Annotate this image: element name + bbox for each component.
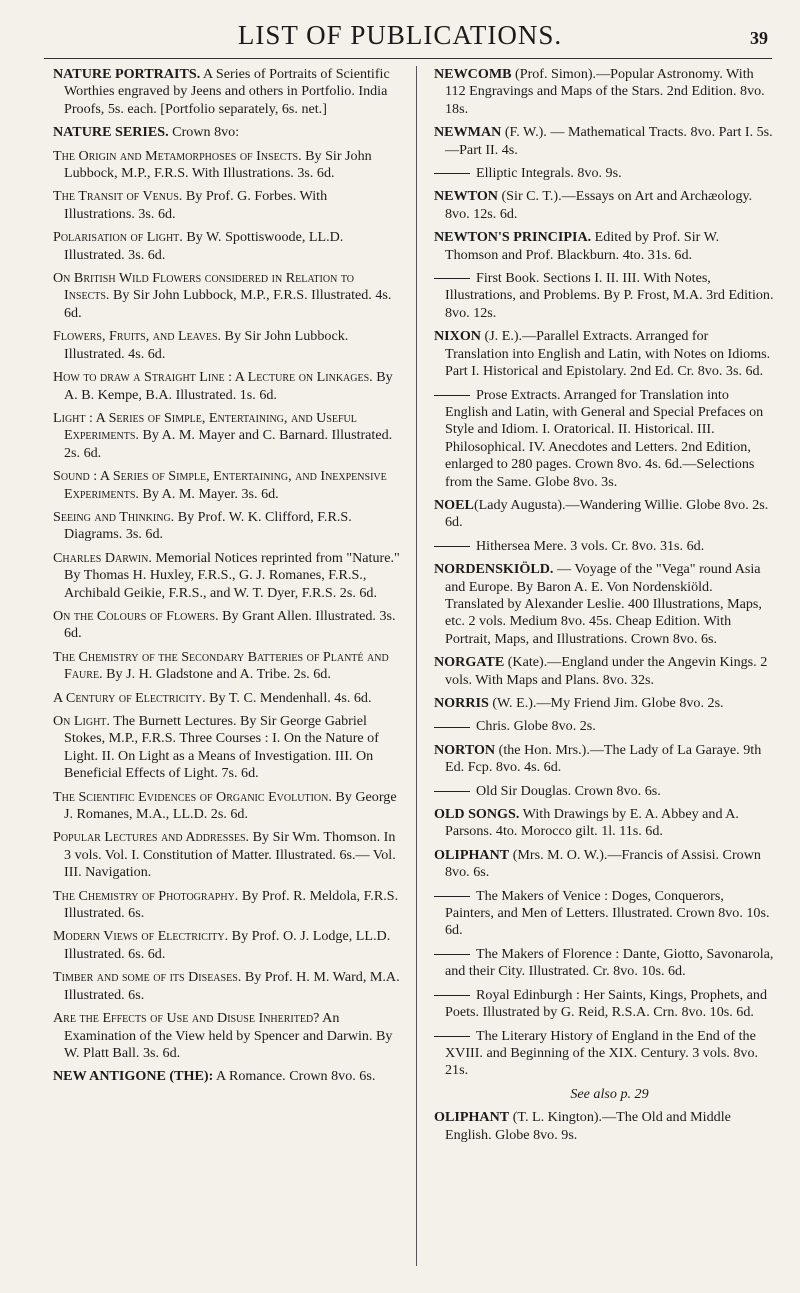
catalog-entry xyxy=(53,649,401,684)
entry-text: By A. B. Kempe, B.A. Illustrated. 1s. 6d. xyxy=(64,369,393,403)
entry-text: (J. E.).—Parallel Extracts. Arranged for Translation into English and Latin, with Notes on Idioms. Part I. Historical and Epistolary. 2nd Ed. Cr. 8vo. 3s. 6d. xyxy=(445,328,771,380)
entry-head: NATURE PORTRAITS. xyxy=(53,66,201,82)
entry-head: NORTON xyxy=(434,741,496,758)
entry-text: By George J. Romanes, M.A., LL.D. 2s. 6d. xyxy=(64,788,397,823)
catalog-entry xyxy=(434,695,774,712)
ditto-dash xyxy=(434,727,470,728)
entry-text: By Sir John Lubbock, M.P., F.R.S. With Illustrations. 3s. 6d. xyxy=(64,147,372,182)
ditto-dash xyxy=(434,896,470,897)
ditto-dash xyxy=(434,791,470,792)
catalog-entry xyxy=(53,148,401,183)
entry-text: See also p. 29 xyxy=(570,1085,649,1102)
entry-title: On Light. xyxy=(53,713,110,729)
entry-text: Chris. Globe 8vo. 2s. xyxy=(476,718,596,735)
ditto-dash xyxy=(434,278,470,279)
ditto-dash xyxy=(434,954,470,955)
page-title: LIST OF PUBLICATIONS. xyxy=(237,20,563,50)
entry-text: By Prof. O. J. Lodge, LL.D. Illustrated. 6s. 6d. xyxy=(64,928,391,962)
entry-text: By Sir Wm. Thomson. In 3 vols. Vol. I. Constitution of Matter. Illustrated. 6s.— Vol. III. Navigation. xyxy=(64,829,396,881)
catalog-entry xyxy=(434,387,774,491)
catalog-entry xyxy=(53,888,401,923)
catalog-entry xyxy=(53,1068,401,1085)
entry-title: Flowers, Fruits, and Leaves. xyxy=(53,328,222,345)
entry-title: Timber and some of its Diseases. xyxy=(53,969,242,986)
entry-text: A Romance. Crown 8vo. 6s. xyxy=(213,1068,376,1085)
entry-text: — Voyage of the "Vega" round Asia and Europe. By Baron A. E. Von Nordenskiöld. Translated by Alexander Leslie. 400 Illustrations, Maps, etc. 2 vols. Medium 8vo. 45s. Cheap Edition. With Portrait, Maps, and Illustrations. Crown 8vo. 6s. xyxy=(445,561,762,647)
entry-text: Memorial Notices reprinted from "Nature." By Thomas H. Huxley, F.R.S., G. J. Romanes, F.R.S., Archibald Geikie, F.R.S., and W. T. Dyer, F.R.S. 2s. 6d. xyxy=(64,549,400,601)
right-column xyxy=(434,66,774,1150)
page-header xyxy=(0,18,800,58)
ditto-dash xyxy=(434,173,470,174)
catalog-entry xyxy=(434,561,774,648)
entry-head: OLIPHANT xyxy=(434,846,510,863)
catalog-entry xyxy=(434,987,774,1022)
entry-title: The Transit of Venus. xyxy=(53,188,183,205)
catalog-entry xyxy=(434,718,774,735)
entry-text: The Makers of Florence : Dante, Giotto, Savonarola, and their City. Illustrated. Cr. 8vo. 10s. 6d. xyxy=(445,945,774,980)
entry-head: NEWCOMB xyxy=(434,66,512,82)
entry-text: Prose Extracts. Arranged for Translation into English and Latin, with General and Special Prefaces on Style and Idiom. I. Oratorical. II. Historical. III. Philosophical. IV. Anecdotes and Letters. 2nd Edition, enlarged to 280 pages. Crown 8vo. 4s. 6d.—Selections from the Same. Globe 8vo. 3s. xyxy=(445,386,764,490)
entry-text: Edited by Prof. Sir W. Thomson and Prof. Blackburn. 4to. 31s. 6d. xyxy=(445,229,720,263)
entry-text: By T. C. Mendenhall. 4s. 6d. xyxy=(205,689,372,706)
catalog-entry xyxy=(434,847,774,882)
entry-title: Seeing and Thinking. xyxy=(53,508,175,525)
entry-text: First Book. Sections I. II. III. With Notes, Illustrations, and Problems. By P. Frost, M.A. 3rd Edition. 8vo. 12s. xyxy=(445,270,774,321)
entry-text: (W. E.).—My Friend Jim. Globe 8vo. 2s. xyxy=(488,695,724,711)
entry-text: The Literary History of England in the End of the XVIII. and Beginning of the XIX. Century. 3 vols. 8vo. 21s. xyxy=(445,1027,759,1079)
catalog-entry xyxy=(434,654,774,689)
entry-title: On the Colours of Flowers. xyxy=(53,607,219,624)
catalog-entry xyxy=(434,538,774,555)
entry-head: NEW ANTIGONE (THE): xyxy=(53,1068,214,1085)
entry-title: How to draw a Straight Line : A Lecture on Linkages. xyxy=(53,369,373,386)
page-number: 39 xyxy=(750,28,768,48)
entry-title: Modern Views of Electricity. xyxy=(53,928,229,945)
entry-text: By A. M. Mayer. 3s. 6d. xyxy=(138,485,279,502)
catalog-entry xyxy=(53,1010,401,1062)
catalog-entry xyxy=(53,188,401,223)
catalog-entry xyxy=(53,969,401,1004)
entry-title: Are the Effects of Use and Disuse Inherited? xyxy=(53,1010,320,1027)
entry-text: Elliptic Integrals. 8vo. 9s. xyxy=(476,165,622,182)
entry-text: The Makers of Venice : Doges, Conquerors, Painters, and Men of Letters. Illustrated. Crown 8vo. 10s. 6d. xyxy=(445,887,770,939)
entry-title: Sound : A Series of Simple, Entertaining, and Inexpensive Experiments. xyxy=(53,468,387,502)
entry-text: By Sir John Lubbock. Illustrated. 4s. 6d. xyxy=(64,328,349,362)
entry-text: By Prof. H. M. Ward, M.A. Illustrated. 6s. xyxy=(64,969,400,1003)
entry-text: (Prof. Simon).—Popular Astronomy. With 112 Engravings and Maps of the Stars. 2nd Edition. 8vo. 18s. xyxy=(445,66,765,117)
entry-text: By J. H. Gladstone and A. Tribe. 2s. 6d. xyxy=(102,666,331,683)
catalog-entry xyxy=(434,328,774,380)
catalog-entry xyxy=(434,742,774,777)
entry-text: Crown 8vo: xyxy=(168,124,240,141)
catalog-entry xyxy=(53,690,401,707)
header-rule xyxy=(44,58,772,59)
catalog-entry xyxy=(434,783,774,800)
catalog-entry xyxy=(434,270,774,322)
entry-title: The Chemistry of the Secondary Batteries of Planté and Faure. xyxy=(53,648,389,683)
entry-head: NORDENSKIÖLD. xyxy=(434,561,554,578)
entry-text: (T. L. Kington).—The Old and Middle English. Globe 8vo. 9s. xyxy=(445,1109,731,1143)
catalog-entry xyxy=(53,509,401,544)
catalog-entry xyxy=(53,789,401,824)
entry-head: NORRIS xyxy=(434,695,489,711)
catalog-entry xyxy=(434,946,774,981)
catalog-entry xyxy=(434,66,774,118)
catalog-entry xyxy=(53,713,401,783)
ditto-dash xyxy=(434,995,470,996)
entry-text: By A. M. Mayer and C. Barnard. Illustrated. 2s. 6d. xyxy=(64,427,393,461)
catalog-entry xyxy=(434,806,774,841)
catalog-entry xyxy=(434,1086,774,1103)
entry-head: OLD SONGS. xyxy=(434,806,520,823)
entry-text: By Prof. R. Meldola, F.R.S. Illustrated. 6s. xyxy=(64,887,399,922)
entry-text: By Sir John Lubbock, M.P., F.R.S. Illustrated. 4s. 6d. xyxy=(64,287,392,321)
entry-head: OLIPHANT xyxy=(434,1109,510,1126)
catalog-entry xyxy=(53,66,401,118)
entry-text: By Prof. G. Forbes. With Illustrations. 3s. 6d. xyxy=(64,188,328,222)
catalog-entry xyxy=(434,165,774,182)
catalog-entry xyxy=(53,369,401,404)
catalog-entry xyxy=(434,497,774,532)
catalog-entry xyxy=(434,229,774,264)
entry-title: Charles Darwin. xyxy=(53,549,152,566)
entry-title: Light : A Series of Simple, Entertaining, and Useful Experiments. xyxy=(53,409,357,444)
entry-text: Hithersea Mere. 3 vols. Cr. 8vo. 31s. 6d. xyxy=(476,537,705,554)
catalog-entry xyxy=(53,229,401,264)
ditto-dash xyxy=(434,546,470,547)
entry-title: Polarisation of Light. xyxy=(53,229,183,246)
entry-title: On British Wild Flowers considered in Relation to Insects. xyxy=(53,270,354,304)
entry-text: With Drawings by E. A. Abbey and A. Parsons. 4to. Morocco gilt. 1l. 11s. 6d. xyxy=(445,806,739,840)
left-column xyxy=(53,66,401,1092)
entry-head: NEWTON'S PRINCIPIA. xyxy=(434,229,592,246)
entry-text: By Prof. W. K. Clifford, F.R.S. Diagrams. 3s. 6d. xyxy=(64,508,352,543)
catalog-entry xyxy=(53,550,401,602)
entry-head: NEWTON xyxy=(434,188,498,205)
catalog-entry xyxy=(434,888,774,940)
entry-title: The Scientific Evidences of Organic Evolution. xyxy=(53,788,332,805)
catalog-entry xyxy=(53,328,401,363)
entry-text: A Series of Portraits of Scientific Worthies engraved by Jeens and others in Portfolio. India Proofs, 5s. each. [Portfolio separately, 6s. net.] xyxy=(64,66,390,117)
entry-head: NEWMAN xyxy=(434,124,502,141)
entry-text: Old Sir Douglas. Crown 8vo. 6s. xyxy=(476,782,661,799)
entry-title: The Origin and Metamorphoses of Insects. xyxy=(53,147,302,164)
catalog-entry xyxy=(53,608,401,643)
entry-head: NIXON xyxy=(434,328,481,345)
catalog-entry xyxy=(434,124,774,159)
catalog-entry xyxy=(53,124,401,141)
entry-title: Popular Lectures and Addresses. xyxy=(53,829,250,846)
catalog-entry xyxy=(434,188,774,223)
entry-text: By Grant Allen. Illustrated. 3s. 6d. xyxy=(64,607,396,642)
catalog-entry xyxy=(53,468,401,503)
catalog-entry xyxy=(53,270,401,322)
entry-text: By W. Spottiswoode, LL.D. Illustrated. 3s. 6d. xyxy=(64,229,344,263)
entry-text: Royal Edinburgh : Her Saints, Kings, Prophets, and Poets. Illustrated by G. Reid, R.S.A. Crn. 8vo. 10s. 6d. xyxy=(445,986,767,1021)
entry-head: NATURE SERIES. xyxy=(53,124,169,141)
entry-text: The Burnett Lectures. By Sir George Gabriel Stokes, M.P., F.R.S. Three Courses : I. On the Nature of Light. II. On Light as a Means of Investigation. III. On Beneficial Effects of Light. 7s. 6d. xyxy=(64,713,379,782)
column-divider xyxy=(416,66,417,1266)
entry-head: NORGATE xyxy=(434,654,505,671)
entry-text: (Mrs. M. O. W.).—Francis of Assisi. Crown 8vo. 6s. xyxy=(445,846,761,881)
catalog-entry xyxy=(53,928,401,963)
entry-text: (the Hon. Mrs.).—The Lady of La Garaye. 9th Ed. Fcp. 8vo. 4s. 6d. xyxy=(445,741,762,776)
entry-text: (Lady Augusta).—Wandering Willie. Globe 8vo. 2s. 6d. xyxy=(445,496,769,531)
catalog-entry xyxy=(53,410,401,462)
entry-text: (Sir C. T.).—Essays on Art and Archæology. 8vo. 12s. 6d. xyxy=(445,188,753,222)
entry-head: NOEL xyxy=(434,496,474,513)
entry-text: An Examination of the View held by Spencer and Darwin. By W. Platt Ball. 3s. 6d. xyxy=(64,1010,393,1061)
entry-title: The Chemistry of Photography. xyxy=(53,887,239,904)
entry-title: A Century of Electricity. xyxy=(53,689,206,706)
catalog-entry xyxy=(434,1109,774,1144)
catalog-entry xyxy=(53,829,401,881)
entry-text: (F. W.). — Mathematical Tracts. 8vo. Part I. 5s.—Part II. 4s. xyxy=(445,124,773,158)
ditto-dash xyxy=(434,395,470,396)
entry-text: (Kate).—England under the Angevin Kings. 2 vols. With Maps and Plans. 8vo. 32s. xyxy=(445,654,768,688)
ditto-dash xyxy=(434,1036,470,1037)
catalog-entry xyxy=(434,1028,774,1080)
